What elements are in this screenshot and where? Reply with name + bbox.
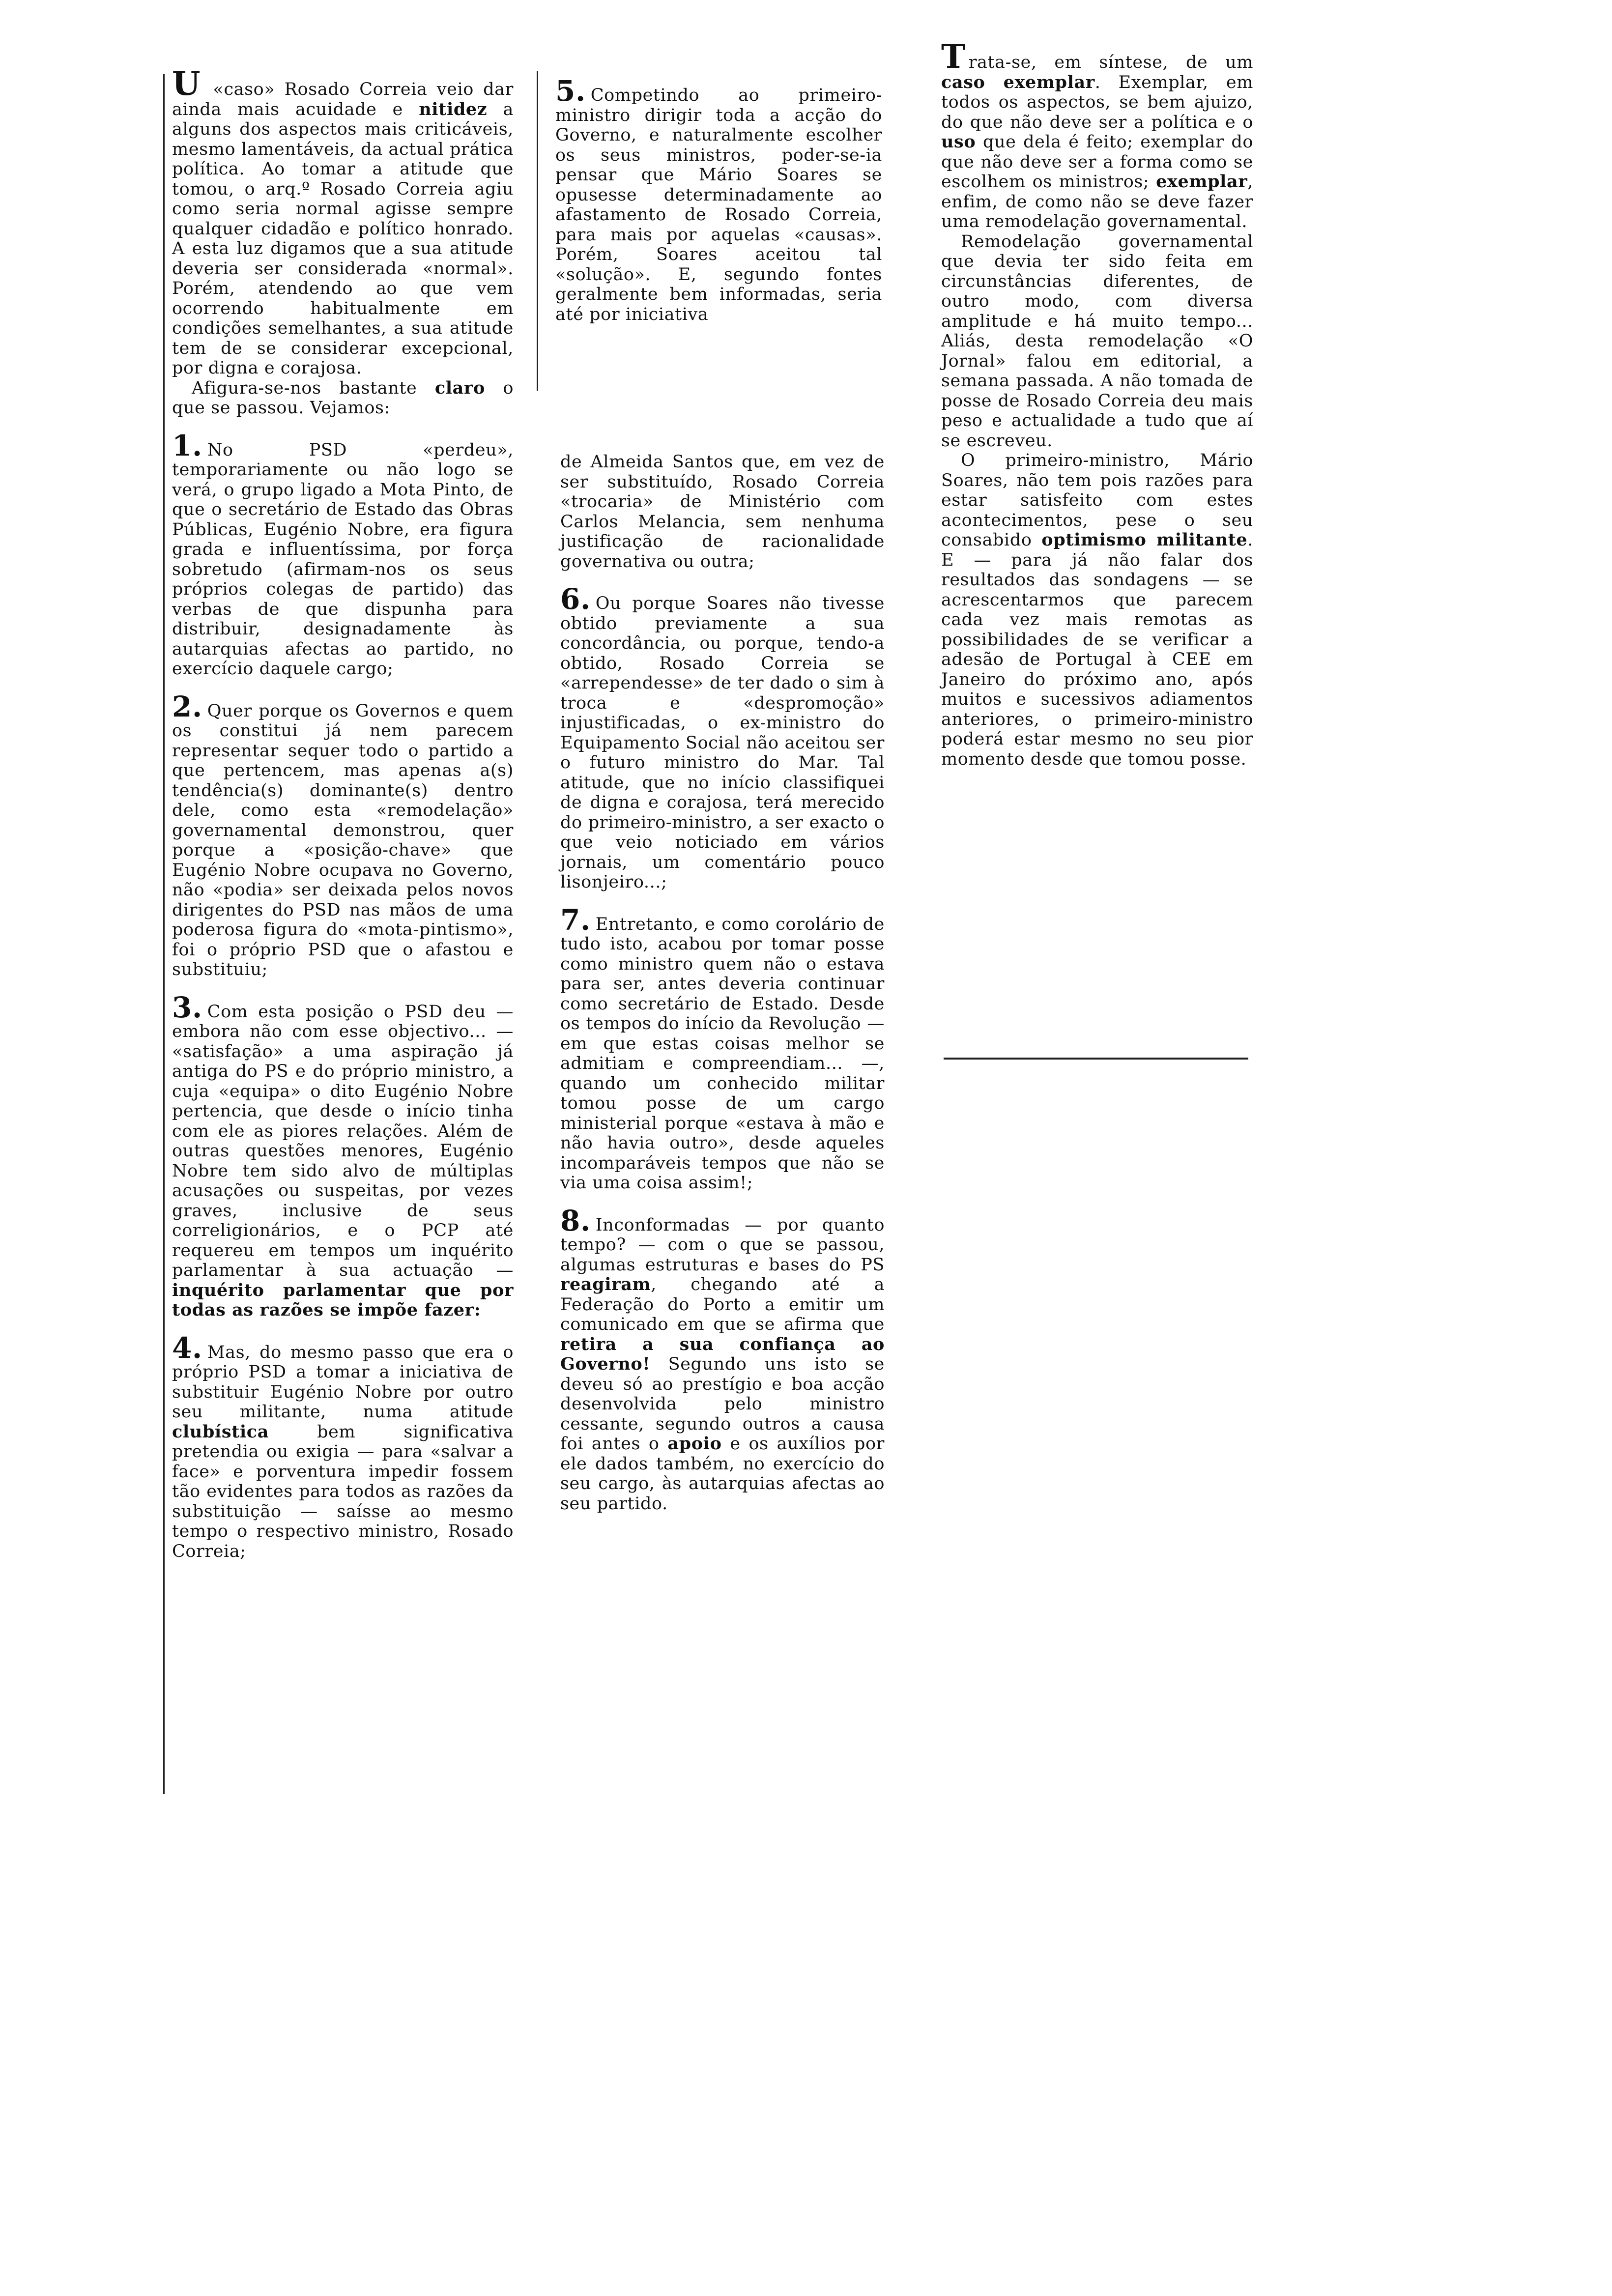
- paragraph-number: 6.: [560, 582, 591, 616]
- article-end-rule: [944, 1058, 1248, 1060]
- numbered-paragraph: [172, 689, 514, 980]
- numbered-paragraph: [172, 990, 514, 1320]
- text-run: Ou porque Soares não tivesse obtido previamente a sua concordância, ou porque, tendo-a obtido, Rosado Correia se «arrependesse» de ter dado o sim à troca e «despromoção» injustificadas, o ex-ministro do Equipamento Social não aceitou ser o futuro ministro do Mar. Tal atitude, que no início classifiquei de digna e corajosa, terá merecido do primeiro-ministro, a ser exacto o que veio noticiado em vários jornais, um comentário pouco lisonjeiro...;: [560, 594, 885, 892]
- text-run: Com esta posição o PSD deu — embora não com esse objectivo... — «satisfação» a uma aspiração já antiga do PS e do próprio ministro, a cuja «equipa» o dito Eugénio Nobre pertencia, que desde o início tinha com ele as piores relações. Além de outras questões menores, Eugénio Nobre tem sido alvo de múltiplas acusações ou suspeitas, por vezes graves, inclusive de seus correligionários, e o PCP até requereu em tempos um inquérito parlamentar à sua actuação —: [172, 1002, 514, 1280]
- text-run: Inconformadas — por quanto tempo? — com o que se passou, algumas estruturas e bases do PS: [560, 1215, 885, 1275]
- bold-text-run: inquérito parlamentar que por todas as razões se impõe fazer:: [172, 1280, 514, 1320]
- bold-text-run: exemplar: [1156, 172, 1248, 192]
- text-run: Afigura-se-nos bastante: [192, 378, 435, 398]
- bold-text-run: caso exemplar: [941, 72, 1095, 92]
- text-run: . Exemplar, em todos os aspectos, se bem ajuizo, do que não deve ser a política e o: [941, 72, 1253, 132]
- text-run: , enfim, de como não se deve fazer uma remodelação governamental.: [941, 172, 1253, 231]
- text-run: Entretanto, e como corolário de tudo isto, acabou por tomar posse como ministro quem não o estava para ser, antes deveria continuar como secretário de Estado. Desde os tempos do início da Revolução — em que estas coisas melhor se admitiam e compreendiam... —, quando um conhecido militar tomou posse de um cargo ministerial porque «estava à mão e não havia outro», desde aqueles incomparáveis tempos que não se via uma coisa assim!;: [560, 914, 885, 1193]
- bold-text-run: apoio: [667, 1434, 722, 1454]
- paragraph: [560, 452, 885, 572]
- bold-text-run: clubística: [172, 1421, 269, 1442]
- bold-text-run: nitidez: [419, 99, 488, 119]
- paragraph-number: 7.: [560, 903, 591, 937]
- bold-text-run: claro: [434, 377, 485, 398]
- text-run: Segundo uns isto se deveu só ao prestígio e boa acção desenvolvida pelo ministro cessante, segundo outros a causa foi antes o: [560, 1354, 885, 1454]
- article-column-2-top: [555, 74, 882, 324]
- bold-text-run: optimismo militante: [1041, 530, 1248, 550]
- text-run: o que se passou. Vejamos:: [172, 378, 514, 418]
- article-column-3: [941, 37, 1253, 769]
- drop-cap: T: [941, 37, 966, 76]
- numbered-paragraph: [560, 1204, 885, 1514]
- text-run: bem significativa pretendia ou exigia — para «salvar a face» e porventura impedir fossem tão evidentes para todos as razões da substituição — saísse ao mesmo tempo o respectivo ministro, Rosado Correia;: [172, 1422, 514, 1561]
- paragraph: [172, 64, 514, 378]
- paragraph-number: 8.: [560, 1204, 591, 1237]
- text-run: No PSD «perdeu», temporariamente ou não logo se verá, o grupo ligado a Mota Pinto, de que o secretário de Estado das Obras Públicas, Eugénio Nobre, era figura grada e influentíssima, por força sobretudo (afirmam-nos os seus próprios colegas de partido) das verbas de que dispunha para distribuir, designadamente às autarquias afectas ao partido, no exercício daquele cargo;: [172, 440, 514, 679]
- bold-text-run: uso: [941, 132, 976, 152]
- text-run: Competindo ao primeiro-ministro dirigir toda a acção do Governo, e naturalmente escolher os seus ministros, poder-se-ia pensar que Mário Soares se opusesse determinadamente ao afastamento de Rosado Correia, para mais por aquelas «causas». Porém, Soares aceitou tal «solução». E, segundo fontes geralmente bem informadas, seria até por iniciativa: [555, 86, 882, 324]
- text-run: rata-se, em síntese, de um: [968, 53, 1253, 72]
- text-run: que dela é feito; exemplar do que não deve ser a forma como se escolhem os ministros;: [941, 132, 1253, 192]
- article-column-2-bottom: [560, 452, 885, 1514]
- numbered-paragraph: [172, 1331, 514, 1562]
- paragraph-number: 2.: [172, 689, 202, 723]
- text-run: de Almeida Santos que, em vez de ser substituído, Rosado Correia «trocaria» de Ministério com Carlos Melancia, sem nenhuma justificação de racionalidade governativa ou outra;: [560, 452, 885, 572]
- paragraph-number: 4.: [172, 1331, 202, 1365]
- paragraph: [172, 378, 514, 418]
- text-run: Mas, do mesmo passo que era o próprio PSD a tomar a iniciativa de substituir Eugénio Nobre por outro seu militante, numa atitude: [172, 1342, 514, 1422]
- text-run: a alguns dos aspectos mais criticáveis, mesmo lamentáveis, da actual prática política. Ao tomar a atitude que tomou, o arq.º Rosado Correia agiu como seria normal agisse sempre qualquer cidadão e político honrado. A esta luz digamos que a sua atitude deveria ser considerada «normal». Porém, atendendo ao que vem ocorrendo habitualmente em condições semelhantes, a sua atitude tem de se considerar excepcional, por digna e corajosa.: [172, 99, 514, 378]
- text-run: Quer porque os Governos e quem os constitui já nem parecem representar sequer todo o partido a que pertencem, mas apenas a(s) tendência(s) dominante(s) dentro dele, como esta «remodelação» governamental demonstrou, quer porque a «posição-chave» que Eugénio Nobre ocupava no Governo, não «podia» ser deixada pelos novos dirigentes do PSD nas mãos de uma poderosa figura do «mota-pintismo», foi o próprio PSD que o afastou e substituiu;: [172, 701, 514, 979]
- text-run: . E — para já não falar dos resultados das sondagens — se acrescentarmos que parecem cada vez mais remotas as possibilidades de se verificar a adesão de Portugal à CEE em Janeiro do próximo ano, após muitos e sucessivos adiamentos anteriores, o primeiro-ministro poderá estar mesmo no seu pior momento desde que tomou posse.: [941, 530, 1253, 769]
- bold-text-run: reagiram: [560, 1274, 651, 1294]
- bold-text-run: retira a sua confiança ao Governo!: [560, 1334, 885, 1374]
- paragraph: [941, 232, 1253, 451]
- text-run: O primeiro-ministro, Mário Soares, não tem pois razões para estar satisfeito com estes acontecimentos, pese o seu consabido: [941, 451, 1253, 550]
- text-run: Remodelação governamental que devia ter sido feita em circunstâncias diferentes, de outro modo, com diversa amplitude e há muito tempo... Aliás, desta remodelação «O Jornal» falou em editorial, a semana passada. A não tomada de posse de Rosado Correia deu mais peso e actualidade a tudo que aí se escreveu.: [941, 231, 1253, 451]
- column-left-rule: [163, 74, 165, 1794]
- paragraph: [941, 451, 1253, 769]
- numbered-paragraph: [560, 903, 885, 1193]
- text-run: e os auxílios por ele dados também, no exercício do seu cargo, às autarquias afectas ao seu partido.: [560, 1434, 885, 1514]
- article-column-1: [172, 64, 514, 1561]
- column-divider-rule: [537, 71, 538, 391]
- paragraph-number: 3.: [172, 990, 202, 1024]
- text-run: , chegando até a Federação do Porto a emitir um comunicado em que se afirma que: [560, 1275, 885, 1334]
- paragraph-number: 1.: [172, 429, 202, 462]
- drop-cap: U: [172, 64, 201, 103]
- text-run: «caso» Rosado Correia veio dar ainda mais acuidade e: [172, 80, 514, 119]
- numbered-paragraph: [555, 74, 882, 324]
- numbered-paragraph: [172, 429, 514, 679]
- paragraph: [941, 37, 1253, 232]
- paragraph-number: 5.: [555, 74, 586, 108]
- numbered-paragraph: [560, 582, 885, 892]
